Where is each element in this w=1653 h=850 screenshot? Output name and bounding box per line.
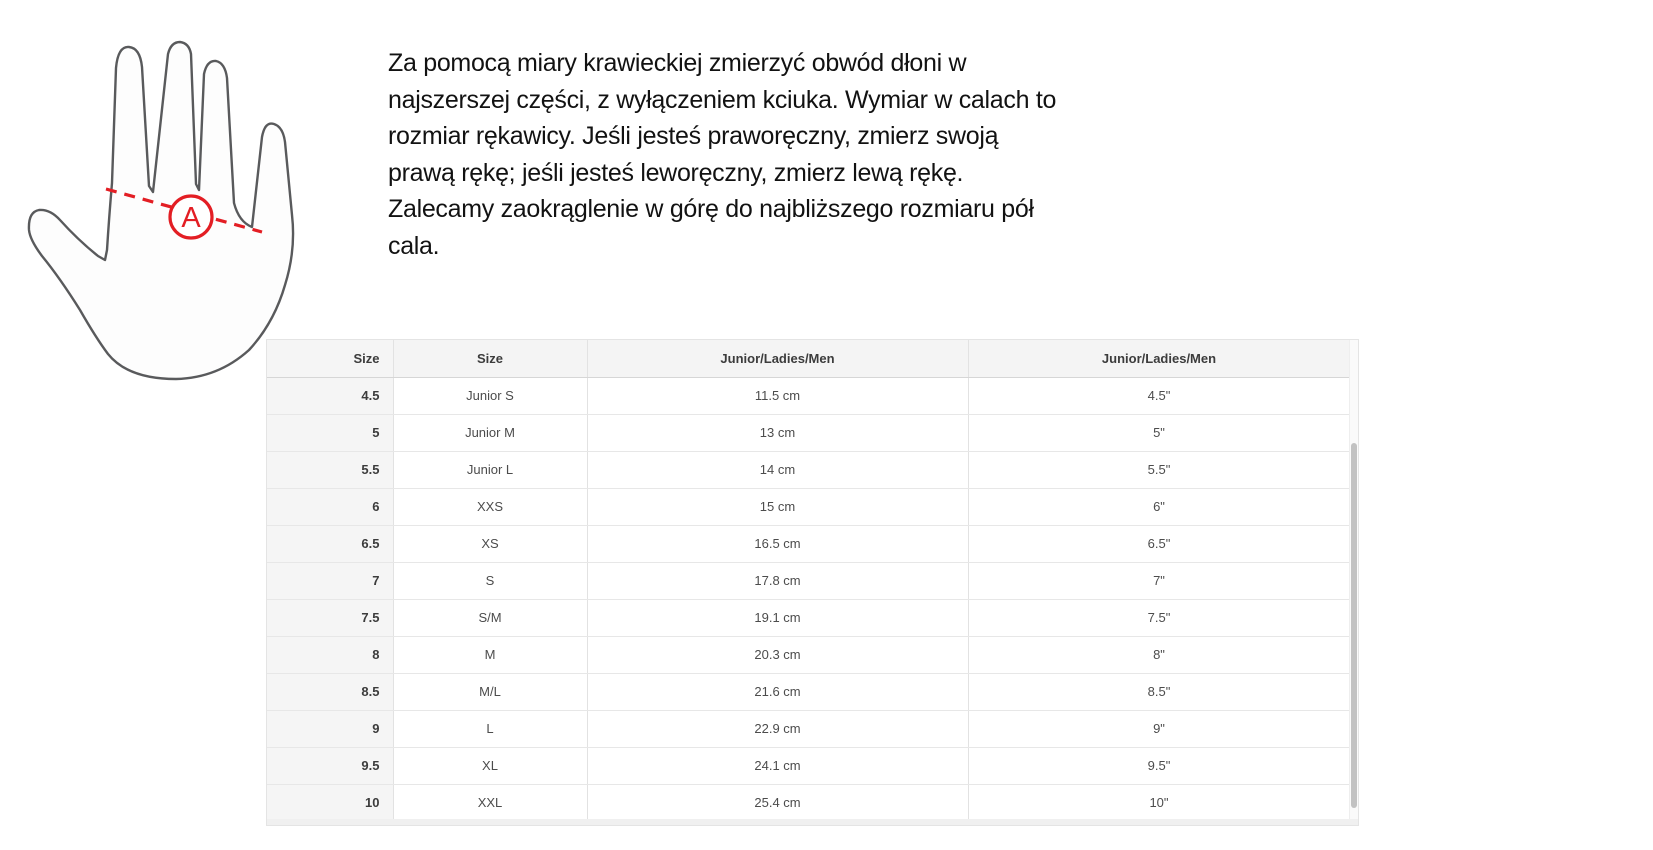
inches-value-cell: 8" (968, 636, 1350, 673)
inches-value-cell: 6" (968, 488, 1350, 525)
cm-value-cell: 21.6 cm (587, 673, 968, 710)
cm-value-cell: 20.3 cm (587, 636, 968, 673)
size-number-cell: 5 (267, 414, 393, 451)
size-label-cell: M (393, 636, 587, 673)
inches-value-cell: 6.5" (968, 525, 1350, 562)
size-label-cell: XL (393, 747, 587, 784)
table-row (267, 710, 1350, 747)
table-row (267, 747, 1350, 784)
size-label-cell: M/L (393, 673, 587, 710)
inches-value-cell: 4.5" (968, 377, 1350, 414)
size-label-cell: XXL (393, 784, 587, 821)
cm-value-cell: 17.8 cm (587, 562, 968, 599)
size-number-cell: 9.5 (267, 747, 393, 784)
table-row (267, 451, 1350, 488)
size-label-cell: S (393, 562, 587, 599)
table-row (267, 377, 1350, 414)
size-table-body (267, 377, 1350, 821)
table-vertical-scrollbar[interactable] (1349, 340, 1358, 819)
table-row (267, 525, 1350, 562)
size-number-cell: 5.5 (267, 451, 393, 488)
size-label-cell: Junior L (393, 451, 587, 488)
table-row (267, 599, 1350, 636)
size-label-cell: Junior S (393, 377, 587, 414)
header-size-label: Size (393, 340, 587, 377)
size-chart-table (267, 340, 1351, 822)
cm-value-cell: 25.4 cm (587, 784, 968, 821)
table-row (267, 562, 1350, 599)
table-row (267, 636, 1350, 673)
inches-value-cell: 5.5" (968, 451, 1350, 488)
measurement-marker-label: A (181, 202, 201, 234)
table-row (267, 414, 1350, 451)
size-number-cell: 7 (267, 562, 393, 599)
cm-value-cell: 24.1 cm (587, 747, 968, 784)
instructions-line: rozmiar rękawicy. Jeśli jesteś praworęczny, zmierz swoją (388, 122, 999, 151)
inches-value-cell: 9.5" (968, 747, 1350, 784)
size-number-cell: 6.5 (267, 525, 393, 562)
header-size-number: Size (267, 340, 393, 377)
cm-value-cell: 16.5 cm (587, 525, 968, 562)
size-number-cell: 7.5 (267, 599, 393, 636)
size-number-cell: 8.5 (267, 673, 393, 710)
cm-value-cell: 13 cm (587, 414, 968, 451)
hand-measurement-diagram (8, 38, 308, 388)
cm-value-cell: 14 cm (587, 451, 968, 488)
instructions-line: Za pomocą miary krawieckiej zmierzyć obwód dłoni w (388, 49, 967, 77)
size-chart-card (266, 339, 1359, 826)
cm-value-cell: 19.1 cm (587, 599, 968, 636)
inches-value-cell: 5" (968, 414, 1350, 451)
inches-value-cell: 7.5" (968, 599, 1350, 636)
hand-outline (29, 42, 293, 379)
size-number-cell: 6 (267, 488, 393, 525)
cm-value-cell: 22.9 cm (587, 710, 968, 747)
instructions-line: Zalecamy zaokrąglenie w górę do najbliższego rozmiaru pół (388, 195, 1034, 224)
cm-value-cell: 15 cm (587, 488, 968, 525)
size-label-cell: S/M (393, 599, 587, 636)
table-row (267, 784, 1350, 821)
instructions-line: najszerszej części, z wyłączeniem kciuka. Wymiar w calach to (388, 85, 1057, 114)
inches-value-cell: 10" (968, 784, 1350, 821)
instructions-line: prawą rękę; jeśli jesteś leworęczny, zmierz lewą rękę. (388, 158, 964, 187)
inches-value-cell: 7" (968, 562, 1350, 599)
size-number-cell: 9 (267, 710, 393, 747)
inches-value-cell: 8.5" (968, 673, 1350, 710)
size-number-cell: 4.5 (267, 377, 393, 414)
size-number-cell: 10 (267, 784, 393, 821)
measurement-instructions (388, 45, 1056, 265)
scrollbar-thumb[interactable] (1351, 443, 1357, 808)
cm-value-cell: 11.5 cm (587, 377, 968, 414)
header-junior-ladies-men-cm: Junior/Ladies/Men (587, 340, 968, 377)
size-label-cell: XS (393, 525, 587, 562)
table-horizontal-scrollbar[interactable] (267, 819, 1358, 825)
instructions-line: cala. (388, 231, 440, 260)
size-label-cell: L (393, 710, 587, 747)
table-row (267, 488, 1350, 525)
size-label-cell: Junior M (393, 414, 587, 451)
header-junior-ladies-men-inches: Junior/Ladies/Men (968, 340, 1350, 377)
table-header-row (267, 340, 1350, 377)
inches-value-cell: 9" (968, 710, 1350, 747)
size-number-cell: 8 (267, 636, 393, 673)
table-row (267, 673, 1350, 710)
size-label-cell: XXS (393, 488, 587, 525)
